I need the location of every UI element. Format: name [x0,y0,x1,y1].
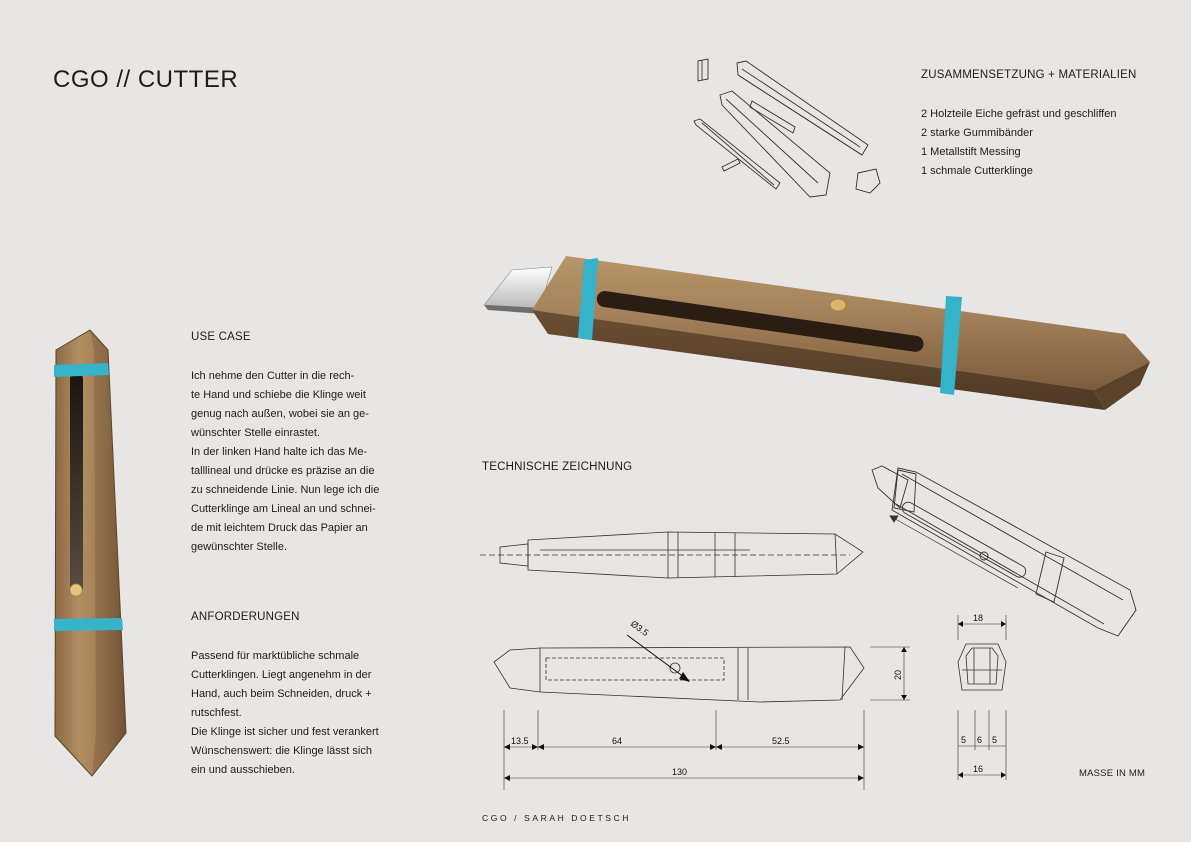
footer-credit: CGO / SARAH DOETSCH [482,813,632,823]
cutter-vertical-render [50,328,130,778]
exploded-view-drawing [690,55,890,200]
units-label: MASSE IN MM [1079,768,1146,779]
dim-pin-diameter: Ø3.5 [628,618,651,639]
side-view-drawing [480,520,870,585]
blade-slot [70,373,83,593]
rubber-band [54,363,109,377]
use-case-line: wünschter Stelle einrastet. [191,427,321,439]
dim-height: 20 [893,669,903,680]
requirements-line: rutschfest. [191,707,242,719]
use-case-heading: USE CASE [191,331,251,343]
requirements-line: Wünschenswert: die Klinge lässt sich [191,745,372,757]
use-case-line: de mit leichtem Druck das Papier an [191,522,368,534]
page-title: CGO // CUTTER [53,66,239,93]
brass-pin [830,299,846,311]
use-case-line: gewünschter Stelle. [191,541,287,553]
use-case-line: In der linken Hand halte ich das Me- [191,446,368,458]
rubber-band [54,618,123,631]
requirements-line: Hand, auch beim Schneiden, druck + [191,688,372,700]
requirements-line: ein und ausschieben. [191,764,295,776]
materials-item: 1 schmale Cutterklinge [921,165,1033,177]
dim-bottom-width: 16 [973,764,984,774]
requirements-line: Cutterklingen. Liegt angenehm in der [191,669,372,681]
dim-seg2: 64 [612,736,623,746]
materials-list [921,105,1116,181]
use-case-text [191,367,379,557]
use-case-line: talllineal und drücke es präzise an die [191,465,375,477]
use-case-line: genug nach außen, wobei sie an ge- [191,408,369,420]
dim-seg3: 52.5 [772,736,790,746]
technical-heading: TECHNISCHE ZEICHNUNG [482,461,633,473]
cutter-horizontal-render [480,250,1155,415]
dim-total: 130 [672,767,688,777]
materials-item: 2 starke Gummibänder [921,127,1033,139]
requirements-line: Passend für marktübliche schmale [191,650,360,662]
use-case-line: Cutterklinge am Lineal an und schnei- [191,503,376,515]
dim-seg1: 13.5 [511,736,529,746]
top-view-drawing [480,600,920,795]
materials-item: 1 Metallstift Messing [921,146,1021,158]
front-view-drawing [948,610,1018,785]
dim-w3: 5 [992,735,998,745]
materials-heading: ZUSAMMENSETZUNG + MATERIALIEN [921,69,1137,81]
use-case-line: te Hand und schiebe die Klinge weit [191,389,366,401]
dim-top-width: 18 [973,613,984,623]
dim-w2: 6 [977,735,983,745]
materials-item: 2 Holzteile Eiche gefräst und geschliffen [921,108,1117,120]
requirements-line: Die Klinge ist sicher und fest verankert [191,726,379,738]
requirements-text [191,647,379,780]
use-case-line: zu schneidende Linie. Nun lege ich die [191,484,380,496]
requirements-heading: ANFORDERUNGEN [191,611,300,623]
dim-w1: 5 [961,735,967,745]
use-case-line: Ich nehme den Cutter in die rech- [191,370,355,382]
brass-pin [70,584,82,596]
